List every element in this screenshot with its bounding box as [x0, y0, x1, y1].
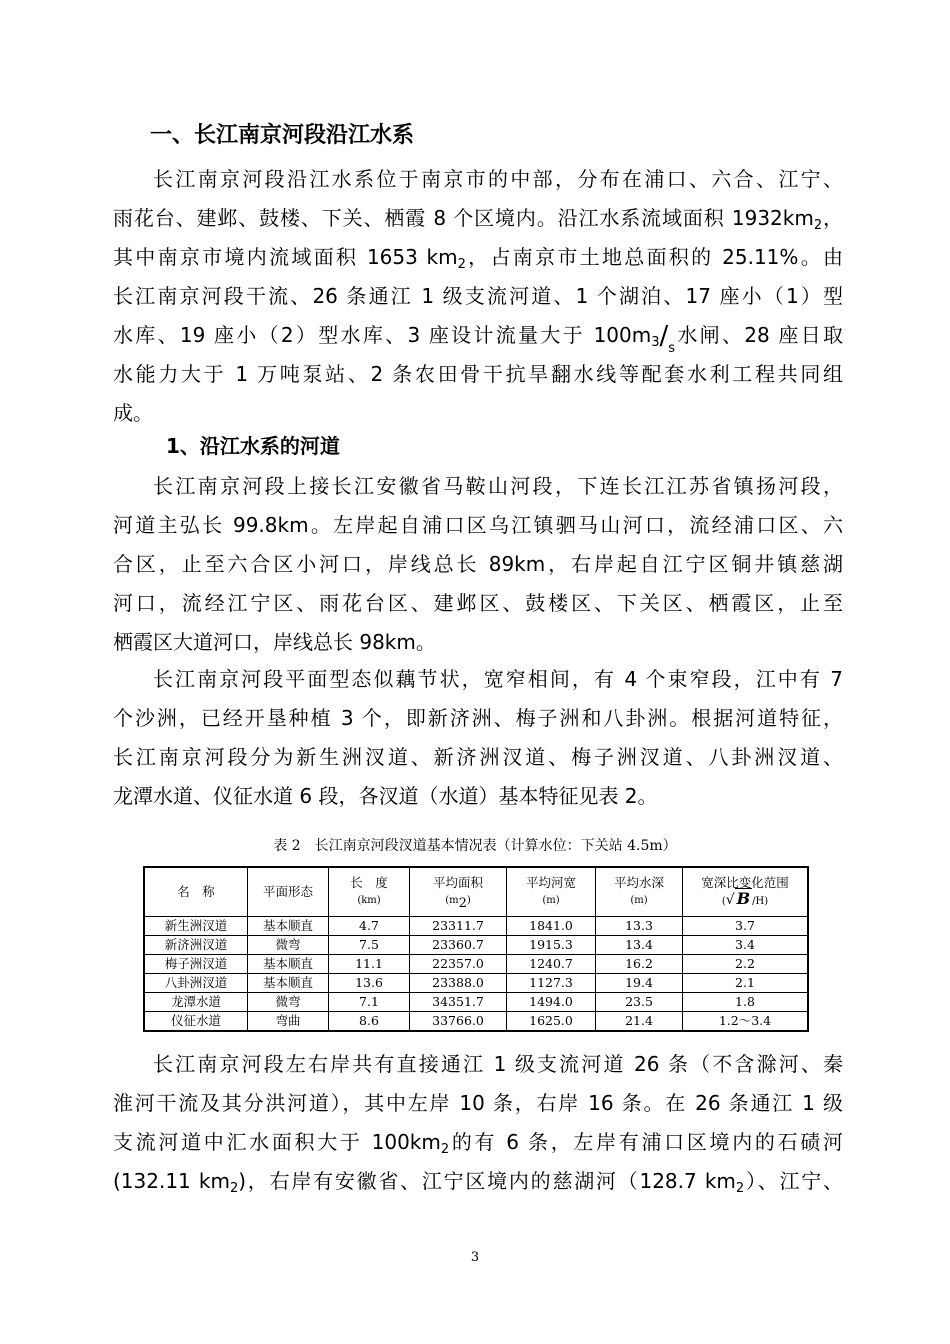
header-length: 长 度 (km) [329, 867, 410, 917]
text-line: 长江南京河段左右岸共有直接通江 1 级支流河道 26 条（不含滁河、秦 [153, 1052, 843, 1076]
cell-length: 4.7 [329, 917, 410, 936]
text-line: 合区，止至六合区小河口，岸线总长 89km，右岸起自江宁区铜井镇慈湖 [113, 552, 843, 576]
table-header-row [144, 867, 808, 917]
cell-ratio: 1.8 [683, 993, 809, 1012]
page-number: 3 [470, 1250, 480, 1265]
header-name: 名 称 [144, 867, 248, 917]
table-caption: 表 2 长江南京河段汊道基本情况表（计算水位：下关站 4.5m） [273, 838, 677, 854]
cell-depth: 13.3 [596, 917, 683, 936]
cell-ratio: 1.2～3.4 [683, 1012, 809, 1032]
text-line: 栖霞区大道河口，岸线总长 98km。 [113, 630, 436, 654]
cell-name: 新济洲汊道 [144, 936, 248, 955]
branch-channel-table [143, 866, 809, 1032]
paragraph-river-course [113, 467, 843, 662]
cell-length: 11.1 [329, 955, 410, 974]
header-ratio: 宽深比变化范围 (√ B /H) [683, 867, 809, 917]
cell-length: 8.6 [329, 1012, 410, 1032]
cell-area: 34351.7 [410, 993, 507, 1012]
text-line: 河口，流经江宁区、雨花台区、建邺区、鼓楼区、下关区、栖霞区，止至 [113, 591, 843, 615]
text-line: 长江南京河段干流、26 条通江 1 级支流河道、1 个湖泊、17 座小（1）型 [113, 284, 843, 308]
table-row [144, 955, 808, 974]
cell-width: 1915.3 [507, 936, 596, 955]
cell-area: 22357.0 [410, 955, 507, 974]
cell-shape: 微弯 [248, 993, 329, 1012]
cell-name: 仪征水道 [144, 1012, 248, 1032]
cell-shape: 弯曲 [248, 1012, 329, 1032]
text-line: 成。 [113, 401, 153, 425]
text-line: (132.11 $km_2$)，右岸有安徽省、江宁区境内的慈湖河（128.7 $km_2$）、江宁、 [113, 1169, 843, 1196]
cell-width: 1240.7 [507, 955, 596, 974]
cell-width: 1625.0 [507, 1012, 596, 1032]
table-row [144, 917, 808, 936]
cell-length: 7.5 [329, 936, 410, 955]
cell-area: 23388.0 [410, 974, 507, 993]
cell-depth: 16.2 [596, 955, 683, 974]
paragraph-overview [113, 160, 843, 433]
text-line: 水库、19 座小（2）型水库、3 座设计流量大于 $100m_3/_s$水闸、28 座日取 [113, 321, 843, 355]
cell-ratio: 2.1 [683, 974, 809, 993]
cell-ratio: 3.4 [683, 936, 809, 955]
cell-width: 1841.0 [507, 917, 596, 936]
header-depth: 平均水深 (m) [596, 867, 683, 917]
text-line: 淮河干流及其分洪河道），其中左岸 10 条，右岸 16 条。在 26 条通江 1 级 [113, 1091, 843, 1115]
paragraph-tributaries [113, 1045, 843, 1201]
text-line: 长江南京河段平面型态似藕节状，宽窄相间，有 4 个束窄段，江中有 7 [153, 667, 843, 691]
header-shape: 平面形态 [248, 867, 329, 917]
text-line: 长江南京河段沿江水系位于南京市的中部，分布在浦口、六合、江宁、 [153, 167, 843, 191]
text-line: 长江南京河段分为新生洲汊道、新济洲汊道、梅子洲汊道、八卦洲汊道、 [113, 745, 843, 769]
cell-name: 龙潭水道 [144, 993, 248, 1012]
table-row [144, 936, 808, 955]
cell-shape: 基本顺直 [248, 974, 329, 993]
cell-area: 23360.7 [410, 936, 507, 955]
header-area: 平均面积 $(m_2)$ [410, 867, 507, 917]
text-line: 龙潭水道、仪征水道 6 段，各汊道（水道）基本特征见表 2。 [113, 784, 658, 808]
text-line: 雨花台、建邺、鼓楼、下关、栖霞 8 个区境内。沿江水系流域面积 $1932km_2$， [113, 206, 843, 233]
cell-name: 八卦洲汊道 [144, 974, 248, 993]
text-line: 其中南京市境内流域面积 1653 $km_2$，占南京市土地总面积的 25.11%。由 [113, 245, 843, 272]
text-line: 个沙洲，已经开垦种植 3 个，即新济洲、梅子洲和八卦洲。根据河道特征， [113, 706, 843, 730]
header-width: 平均河宽 (m) [507, 867, 596, 917]
subsection-heading: 1、沿江水系的河道 [166, 434, 340, 458]
cell-length: 7.1 [329, 993, 410, 1012]
table-row [144, 993, 808, 1012]
cell-area: 23311.7 [410, 917, 507, 936]
cell-ratio: 2.2 [683, 955, 809, 974]
text-line: 支流河道中汇水面积大于 $100km_2$的有 6 条，左岸有浦口区境内的石碛河 [113, 1130, 843, 1157]
cell-depth: 21.4 [596, 1012, 683, 1032]
table-row [144, 1012, 808, 1032]
paragraph-river-morphology [113, 660, 843, 816]
cell-ratio: 3.7 [683, 917, 809, 936]
cell-depth: 23.5 [596, 993, 683, 1012]
text-line: 长江南京河段上接长江安徽省马鞍山河段，下连长江江苏省镇扬河段， [153, 474, 843, 498]
cell-width: 1127.3 [507, 974, 596, 993]
text-line: 水能力大于 1 万吨泵站、2 条农田骨干抗旱翻水线等配套水利工程共同组 [113, 362, 843, 386]
cell-name: 梅子洲汊道 [144, 955, 248, 974]
cell-depth: 19.4 [596, 974, 683, 993]
cell-shape: 微弯 [248, 936, 329, 955]
text-line: 河道主弘长 99.8km。左岸起自浦口区乌江镇驷马山河口，流经浦口区、六 [113, 513, 843, 537]
cell-shape: 基本顺直 [248, 955, 329, 974]
cell-shape: 基本顺直 [248, 917, 329, 936]
section-heading: 一、长江南京河段沿江水系 [150, 123, 415, 148]
cell-area: 33766.0 [410, 1012, 507, 1032]
cell-depth: 13.4 [596, 936, 683, 955]
table-row [144, 974, 808, 993]
cell-name: 新生洲汊道 [144, 917, 248, 936]
cell-width: 1494.0 [507, 993, 596, 1012]
cell-length: 13.6 [329, 974, 410, 993]
